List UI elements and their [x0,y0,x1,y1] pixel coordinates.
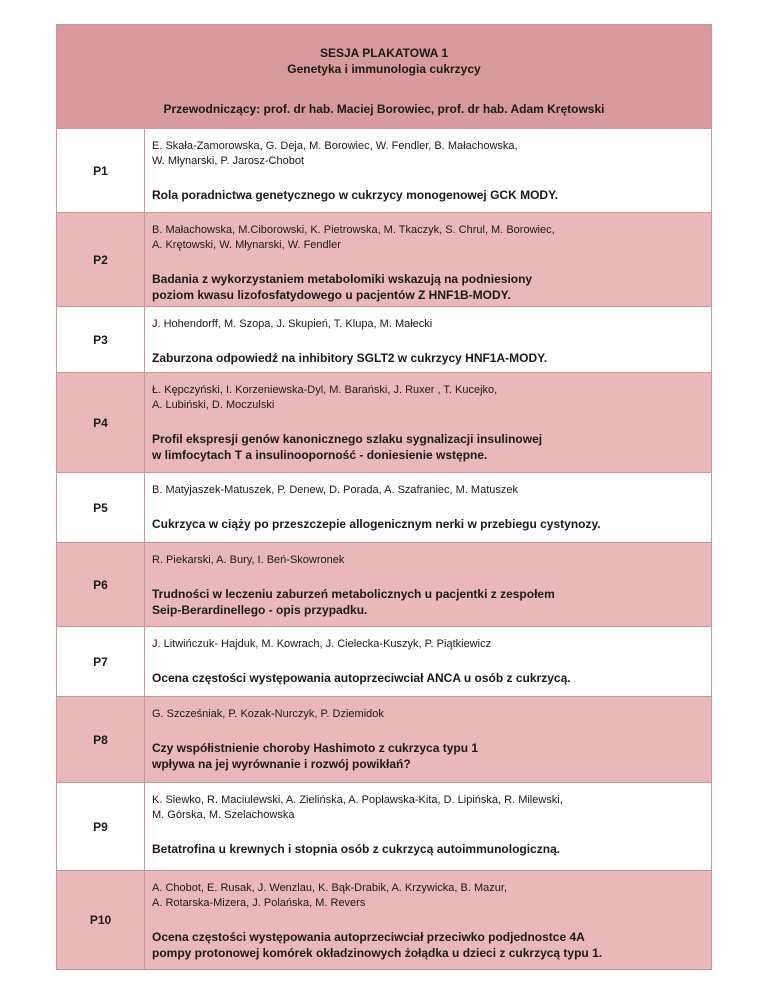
author-line: E. Skała-Zamorowska, G. Deja, M. Borowiec, W. Fendler, B. Małachowska, [152,140,518,152]
title-line: Zaburzona odpowiedź na inhibitory SGLT2 w cukrzycy HNF1A-MODY. [152,351,548,365]
title-line: Trudności w leczeniu zaburzeń metabolicznych u pacjentki z zespołem [152,587,555,601]
poster-content [145,871,711,969]
poster-number: P10 [57,871,145,969]
poster-content [145,697,711,782]
poster-row-p1 [57,129,711,213]
author-line: B. Matyjaszek-Matuszek, P. Denew, D. Porada, A. Szafraniec, M. Matuszek [152,484,519,496]
poster-title [152,350,701,366]
author-line: G. Szcześniak, P. Kozak-Nurczyk, P. Dziemidok [152,708,384,720]
poster-authors [152,881,701,911]
poster-authors [152,317,701,332]
poster-session-table [56,24,712,970]
session-header [57,25,711,129]
poster-title [152,670,701,686]
author-line: W. Młynarski, P. Jarosz-Chobot [152,155,305,167]
poster-title [152,516,701,532]
poster-content [145,543,711,626]
poster-title [152,841,701,857]
title-line: Seip-Berardinellego - opis przypadku. [152,603,368,617]
poster-row-p2 [57,213,711,307]
poster-authors [152,383,701,413]
title-line: poziom kwasu lizofosfatydowego u pacjentów Z HNF1B-MODY. [152,288,511,302]
poster-title [152,929,701,961]
author-line: M. Górska, M. Szelachowska [152,809,295,821]
author-line: K. Siewko, R. Maciulewski, A. Zielińska, A. Popławska-Kita, D. Lipińska, R. Milewski, [152,794,563,806]
poster-number: P7 [57,627,145,696]
poster-content [145,213,711,306]
author-line: A. Lubiński, D. Moczulski [152,399,275,411]
poster-number: P9 [57,783,145,870]
session-title: SESJA PLAKATOWA 1 [319,46,449,60]
poster-row-p5 [57,473,711,543]
poster-authors [152,483,701,498]
poster-number: P4 [57,373,145,472]
poster-authors [152,793,701,823]
title-line: Ocena częstości występowania autoprzeciwciał ANCA u osób z cukrzycą. [152,671,571,685]
author-line: A. Rotarska-Mizera, J. Polańska, M. Revers [152,897,366,909]
poster-content [145,473,711,542]
poster-number: P5 [57,473,145,542]
poster-number: P2 [57,213,145,306]
author-line: Ł. Kępczyński, I. Korzeniewska-Dyl, M. Barański, J. Ruxer , T. Kucejko, [152,384,498,396]
title-line: pompy protonowej komórek okładzinowych żołądka u dzieci z cukrzycą typu 1. [152,946,603,960]
title-line: Profil ekspresji genów kanonicznego szlaku sygnalizacji insulinowej [152,432,543,446]
poster-content [145,129,711,212]
poster-number: P3 [57,307,145,372]
title-line: w limfocytach T a insulinooporność - doniesienie wstępne. [152,448,488,462]
title-line: Badania z wykorzystaniem metabolomiki wskazują na podniesiony [152,272,533,286]
author-line: J. Hohendorff, M. Szopa, J. Skupień, T. Klupa, M. Małecki [152,318,433,330]
author-line: R. Piekarski, A. Bury, I. Beń-Skowronek [152,554,345,566]
poster-rows [57,129,711,969]
poster-row-p7 [57,627,711,697]
poster-title [152,586,701,618]
author-line: J. Litwińczuk- Hajduk, M. Kowrach, J. Cielecka-Kuszyk, P. Piątkiewicz [152,638,492,650]
poster-authors [152,223,701,253]
poster-row-p6 [57,543,711,627]
session-chairs: Przewodniczący: prof. dr hab. Maciej Borowiec, prof. dr hab. Adam Krętowski [163,102,605,116]
poster-title [152,187,701,203]
title-line: Czy współistnienie choroby Hashimoto z cukrzyca typu 1 [152,741,479,755]
poster-authors [152,637,701,652]
title-line: Cukrzyca w ciąży po przeszczepie allogenicznym nerki w przebiegu cystynozy. [152,517,601,531]
poster-authors [152,139,701,169]
poster-content [145,783,711,870]
poster-number: P8 [57,697,145,782]
poster-row-p9 [57,783,711,871]
title-line: Rola poradnictwa genetycznego w cukrzycy monogenowej GCK MODY. [152,188,559,202]
title-line: wpływa na jej wyrównanie i rozwój powikłań? [152,757,411,771]
title-line: Betatrofina u krewnych i stopnia osób z cukrzycą autoimmunologiczną. [152,842,561,856]
poster-content [145,373,711,472]
session-subtitle: Genetyka i immunologia cukrzycy [287,62,481,76]
title-line: Ocena częstości występowania autoprzeciwciał przeciwko podjednostce 4A [152,930,585,944]
poster-authors [152,707,701,722]
poster-row-p4 [57,373,711,473]
poster-row-p8 [57,697,711,783]
poster-title [152,271,701,303]
poster-content [145,307,711,372]
poster-title [152,740,701,772]
author-line: A. Krętowski, W. Młynarski, W. Fendler [152,239,341,251]
poster-number: P6 [57,543,145,626]
poster-title [152,431,701,463]
poster-number: P1 [57,129,145,212]
poster-row-p3 [57,307,711,373]
poster-content [145,627,711,696]
author-line: A. Chobot, E. Rusak, J. Wenzlau, K. Bąk-Drabik, A. Krzywicka, B. Mazur, [152,882,507,894]
poster-authors [152,553,701,568]
poster-row-p10 [57,871,711,969]
author-line: B. Małachowska, M.Ciborowski, K. Pietrowska, M. Tkaczyk, S. Chrul, M. Borowiec, [152,224,555,236]
